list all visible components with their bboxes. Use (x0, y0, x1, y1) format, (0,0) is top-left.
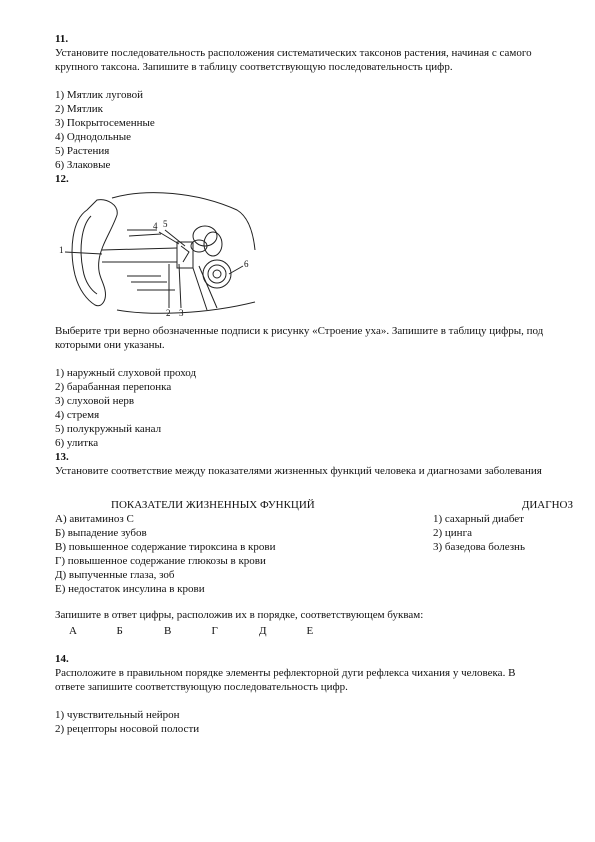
question-14-number: 14. (55, 653, 69, 665)
indicator-item: А) авитаминоз С (55, 513, 134, 525)
question-13-instruction: Запишите в ответ цифры, расположив их в порядке, соответствующем буквам: (55, 609, 424, 621)
diagnosis-list (433, 512, 525, 554)
ear-structure-figure (57, 190, 257, 318)
question-12-text: Выберите три верно обозначенные подписи к рисунку «Строение уха». Запишите в таблицу цифры, под которыми они указаны. (55, 325, 544, 351)
option: 6) улитка (55, 437, 99, 449)
question-12-options (55, 366, 545, 450)
worksheet-page (55, 32, 573, 736)
indicator-item: Г) повышенное содержание глюкозы в крови (55, 555, 266, 567)
question-12-number: 12. (55, 173, 69, 185)
option: 3) слуховой нерв (55, 395, 135, 407)
figure-label-3: 3 (179, 308, 184, 318)
option: 2) Мятлик (55, 103, 104, 115)
figure-label-6: 6 (244, 259, 249, 269)
question-13-number: 13. (55, 451, 69, 463)
option: 3) Покрытосеменные (55, 117, 155, 129)
option: 5) Растения (55, 145, 110, 157)
answer-letter: А (69, 625, 77, 637)
indicator-item: В) повышенное содержание тироксина в крови (55, 541, 276, 553)
question-14-text: Расположите в правильном порядке элементы рефлекторной дуги рефлекса чихания у человека. В ответе запишите соответствующую последовательность цифр. (55, 667, 516, 693)
question-11-text: Установите последовательность расположения систематических таксонов растения, начиная с самого крупного таксона. Запишите в таблицу соответствующую последовательность цифр. (55, 47, 532, 73)
option: 1) Мятлик луговой (55, 89, 143, 101)
answer-letter: Д (259, 625, 267, 637)
matching-table (55, 498, 573, 608)
question-14-options (55, 708, 545, 736)
figure-label-1: 1 (59, 245, 64, 255)
option: 1) чувствительный нейрон (55, 709, 180, 721)
answer-letters (69, 624, 545, 638)
question-11-number: 11. (55, 33, 69, 45)
option: 2) барабанная перепонка (55, 381, 172, 393)
question-13-text: Установите соответствие между показателями жизненных функций человека и диагнозами заболевания (55, 465, 542, 477)
diagnosis-item: 2) цинга (433, 527, 472, 539)
option: 1) наружный слуховой проход (55, 367, 197, 379)
answer-letter: Е (306, 625, 314, 637)
column-header-diagnosis: ДИАГНОЗ (521, 499, 573, 511)
answer-letter: В (164, 625, 172, 637)
answer-letter: Г (211, 625, 218, 637)
diagnosis-item: 3) базедова болезнь (433, 541, 525, 553)
figure-label-5: 5 (163, 219, 168, 229)
option: 2) рецепторы носовой полости (55, 723, 200, 735)
answer-letter: Б (116, 625, 123, 637)
option: 5) полукружный канал (55, 423, 162, 435)
option: 4) стремя (55, 409, 100, 421)
indicators-list (55, 512, 275, 596)
figure-label-4: 4 (153, 221, 158, 231)
question-11-options (55, 88, 545, 172)
indicator-item: Б) выпадение зубов (55, 527, 147, 539)
option: 6) Злаковые (55, 159, 111, 171)
ear-diagram-illustration (57, 190, 257, 318)
indicator-item: Е) недостаток инсулина в крови (55, 583, 205, 595)
figure-label-2: 2 (166, 308, 171, 318)
option: 4) Однодольные (55, 131, 131, 143)
column-header-indicators: ПОКАЗАТЕЛИ ЖИЗНЕННЫХ ФУНКЦИЙ (111, 499, 315, 511)
indicator-item: Д) выпученные глаза, зоб (55, 569, 175, 581)
diagnosis-item: 1) сахарный диабет (433, 513, 524, 525)
